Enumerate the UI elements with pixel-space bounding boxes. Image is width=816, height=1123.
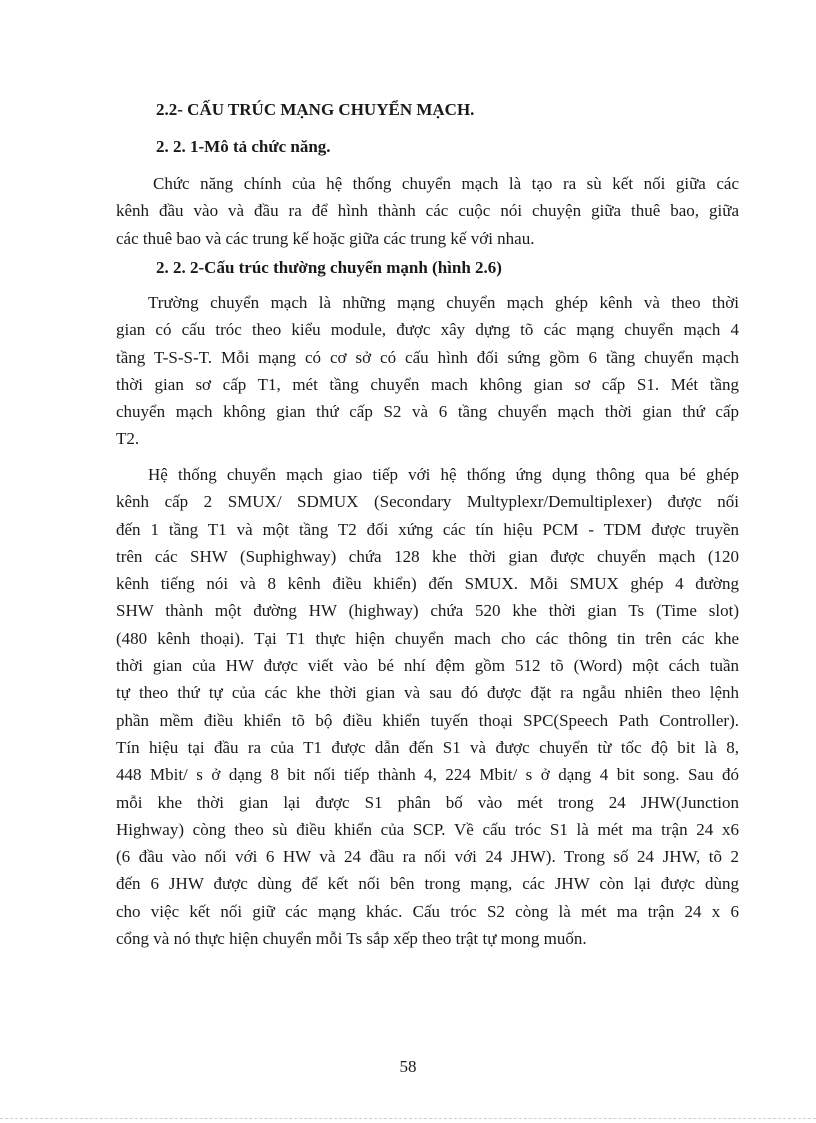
- text-line: SHW thành một đường HW (highway) chứa 520 khe thời gian Ts (Time slot): [116, 601, 739, 621]
- text-line: tự theo thứ tự của các khe thời gian và sau đó được đặt ra ngẫu nhiên theo lệnh: [116, 683, 739, 703]
- subsection-heading-1: 2. 2. 1-Mô tả chức năng.: [156, 137, 331, 156]
- text-line: Trường chuyển mạch là những mạng chuyển mạch ghép kênh và theo thời: [148, 293, 739, 312]
- footer-divider: [0, 1118, 816, 1119]
- text-line: kênh tiếng nói và 8 kênh điều khiển) đến SMUX. Mỗi SMUX ghép 4 đường: [116, 574, 739, 594]
- text-line: mỗi khe thời gian lại được S1 phân bố vào mét trong 24 JHW(Junction: [116, 792, 739, 812]
- text-line: Chức năng chính của hệ thống chuyển mạch là tạo ra sù kết nối giữa các: [153, 174, 739, 193]
- text-line: tầng T-S-S-T. Mỗi mạng có cơ sở có cấu hình đối sứng gồm 6 tầng chuyển mạch: [116, 347, 739, 367]
- text-line: kênh đầu vào và đầu ra để hình thành các cuộc nói chuyện giữa thuê bao, giữa: [116, 201, 739, 221]
- text-line: (6 đầu vào nối với 6 HW và 24 đầu ra nối với 24 JHW). Trong số 24 JHW, tõ 2: [116, 847, 739, 867]
- text-line: trên các SHW (Suphighway) chứa 128 khe thời gian được chuyển mạch (120: [116, 546, 739, 566]
- text-line: đến 1 tầng T1 và một tầng T2 đối xứng các tín hiệu PCM - TDM được truyền: [116, 519, 739, 539]
- text-line: cho việc kết nối giữ các mạng khác. Cấu tróc S2 còng là mét ma trận 24 x 6: [116, 901, 739, 921]
- text-line: phần mềm điều khiển tõ bộ điều khiển tuyến thoại SPC(Speech Path Controller).: [116, 710, 739, 730]
- text-line: T2.: [116, 429, 140, 449]
- text-line: kênh cấp 2 SMUX/ SDMUX (Secondary Multyplexr/Demultiplexer) được nối: [116, 492, 739, 512]
- text-line: gian có cấu tróc theo kiểu module, được xây dựng tõ các mạng chuyển mạch 4: [116, 320, 739, 340]
- paragraph-system-interface: [116, 461, 739, 952]
- text-line: Tín hiệu tại đầu ra của T1 được dẫn đến S1 và được chuyển từ tốc độ bit là 8,: [116, 737, 739, 757]
- text-line: cổng và nó thực hiện chuyển mỗi Ts sắp xếp theo trật tự mong muốn.: [116, 929, 587, 949]
- text-line: (480 kênh thoại). Tại T1 thực hiện chuyển mach cho các thông tin trên các khe: [116, 628, 739, 648]
- text-line: Hệ thống chuyển mạch giao tiếp với hệ thống ứng dụng thông qua bé ghép: [148, 465, 739, 484]
- text-line: các thuê bao và các trung kế hoặc giữa các trung kế với nhau.: [116, 228, 535, 248]
- text-line: thời gian của HW được viết vào bé nhí đệm gồm 512 tõ (Word) một cách tuần: [116, 656, 739, 676]
- page-number: 58: [399, 1057, 417, 1076]
- text-line: chuyển mạch không gian thứ cấp S2 và 6 tầng chuyển mạch thời gian thứ cấp: [116, 402, 739, 422]
- text-line: đến 6 JHW được dùng để kết nối bên trong mạng, các JHW còn lại được dùng: [116, 874, 739, 894]
- text-line: thời gian sơ cấp T1, mét tầng chuyển mach không gian sơ cấp S1. Mét tầng: [116, 374, 739, 394]
- text-line: Highway) còng theo sù điều khiển của SCP. Về cấu tróc S1 là mét ma trận 24 x6: [116, 819, 739, 839]
- paragraph-function-description: [116, 170, 739, 252]
- text-line: 448 Mbit/ s ở dạng 8 bit nối tiếp thành 4, 224 Mbit/ s ở dạng 4 bit song. Sau đó: [116, 765, 739, 785]
- subsection-heading-2: 2. 2. 2-Cấu trúc thường chuyển mạnh (hình 2.6): [156, 258, 502, 277]
- paragraph-switching-field: [116, 289, 739, 453]
- section-heading: 2.2- CẤU TRÚC MẠNG CHUYỂN MẠCH.: [156, 100, 475, 119]
